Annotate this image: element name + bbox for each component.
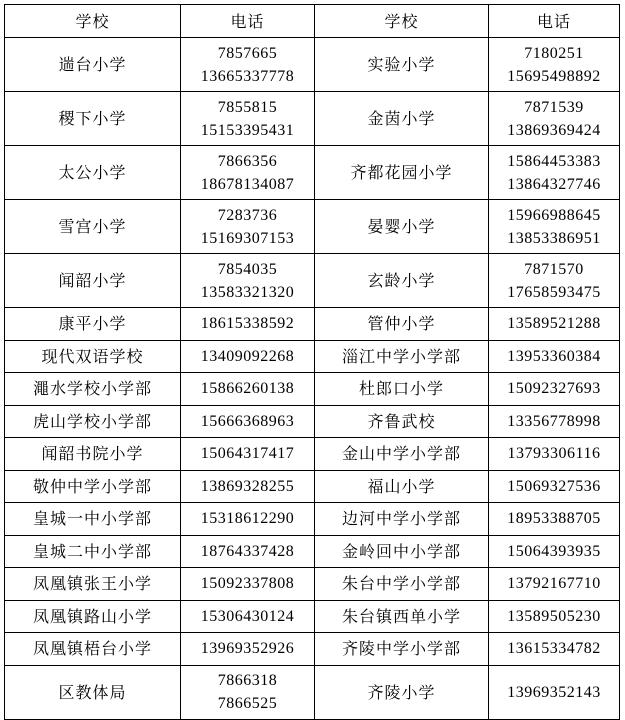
school-name: 淄江中学小学部	[315, 340, 489, 373]
school-name: 金岭回中小学部	[315, 535, 489, 568]
phone-cell	[181, 373, 315, 406]
phone-number: 15169307153	[200, 229, 295, 247]
school-name: 凤凰镇张王小学	[5, 568, 181, 601]
table-row	[5, 38, 620, 92]
school-name: 康平小学	[5, 308, 181, 341]
phone-number: 15666368963	[200, 412, 295, 430]
phone-cell	[489, 503, 620, 536]
phone-cell	[489, 308, 620, 341]
phone-number: 18678134087	[200, 175, 295, 193]
table-row	[5, 600, 620, 633]
table-row	[5, 200, 620, 254]
phone-number: 15866260138	[200, 380, 295, 398]
school-name: 太公小学	[5, 146, 181, 200]
phone-cell	[181, 633, 315, 666]
phone-cell	[489, 254, 620, 308]
phone-number: 7871570	[524, 260, 584, 278]
phone-number: 15069327536	[507, 477, 601, 495]
phone-number: 13969352926	[200, 640, 295, 658]
school-name: 齐陵小学	[315, 665, 489, 719]
school-name: 稷下小学	[5, 92, 181, 146]
phone-cell	[489, 200, 620, 254]
table-row	[5, 146, 620, 200]
school-name: 边河中学小学部	[315, 503, 489, 536]
phone-cell	[181, 535, 315, 568]
school-name: 雪宫小学	[5, 200, 181, 254]
phone-number: 7866525	[217, 695, 278, 712]
phone-number: 15695498892	[507, 67, 601, 85]
phone-cell	[489, 665, 620, 719]
phone-number: 13589521288	[507, 315, 601, 333]
phone-cell	[489, 92, 620, 146]
school-name: 敬仲中学小学部	[5, 470, 181, 503]
phone-cell	[489, 373, 620, 406]
school-name: 皇城二中小学部	[5, 535, 181, 568]
school-name: 齐陵中学小学部	[315, 633, 489, 666]
table-row	[5, 373, 620, 406]
table-row	[5, 92, 620, 146]
phone-number: 13864327746	[507, 175, 601, 193]
header-phone-left: 电话	[181, 5, 315, 38]
table-row	[5, 308, 620, 341]
school-phone-table	[4, 4, 620, 720]
table-row	[5, 568, 620, 601]
phone-number: 13853386951	[507, 229, 601, 247]
phone-cell	[489, 340, 620, 373]
phone-cell	[181, 340, 315, 373]
phone-number: 13615334782	[507, 640, 601, 658]
phone-number: 13356778998	[507, 412, 601, 430]
phone-number: 15092327693	[507, 380, 601, 398]
phone-cell	[181, 600, 315, 633]
school-name: 现代双语学校	[5, 340, 181, 373]
phone-cell	[489, 470, 620, 503]
phone-number: 7855815	[217, 98, 278, 116]
phone-cell	[181, 568, 315, 601]
table-row	[5, 405, 620, 438]
table-row	[5, 633, 620, 666]
school-name: 澠水学校小学部	[5, 373, 181, 406]
header-school-left: 学校	[5, 5, 181, 38]
school-name: 朱台中学小学部	[315, 568, 489, 601]
phone-cell	[489, 146, 620, 200]
phone-number: 15306430124	[200, 607, 295, 625]
school-name: 晏婴小学	[315, 200, 489, 254]
table-row	[5, 340, 620, 373]
phone-number: 7857665	[217, 44, 278, 62]
phone-number: 15864453383	[507, 152, 601, 170]
phone-cell	[181, 92, 315, 146]
phone-cell	[181, 665, 315, 719]
phone-number: 13869369424	[507, 121, 601, 139]
phone-cell	[181, 438, 315, 471]
school-name: 凤凰镇路山小学	[5, 600, 181, 633]
phone-cell	[489, 600, 620, 633]
phone-number: 18764337428	[200, 542, 295, 560]
phone-cell	[181, 470, 315, 503]
table-row	[5, 535, 620, 568]
phone-number: 13792167710	[507, 575, 601, 593]
phone-number: 13969352143	[507, 683, 601, 701]
school-name: 齐鲁武校	[315, 405, 489, 438]
phone-cell	[181, 503, 315, 536]
phone-number: 7283736	[217, 206, 278, 224]
school-name: 管仲小学	[315, 308, 489, 341]
phone-cell	[489, 438, 620, 471]
phone-number: 13953360384	[507, 347, 601, 365]
phone-number: 15966988645	[507, 206, 601, 224]
phone-cell	[181, 200, 315, 254]
phone-cell	[489, 633, 620, 666]
school-name: 凤凰镇梧台小学	[5, 633, 181, 666]
school-name: 杜郎口小学	[315, 373, 489, 406]
phone-cell	[181, 405, 315, 438]
phone-number: 13869328255	[200, 477, 295, 495]
phone-cell	[489, 568, 620, 601]
phone-cell	[489, 535, 620, 568]
phone-cell	[181, 38, 315, 92]
phone-number: 13665337778	[200, 67, 295, 85]
phone-number: 7180251	[524, 44, 584, 62]
school-name: 遄台小学	[5, 38, 181, 92]
school-name: 齐都花园小学	[315, 146, 489, 200]
phone-number: 15064393935	[507, 542, 601, 560]
phone-number: 18615338592	[200, 315, 295, 333]
school-name: 玄龄小学	[315, 254, 489, 308]
phone-cell	[181, 254, 315, 308]
phone-number: 15153395431	[200, 121, 295, 139]
school-name: 皇城一中小学部	[5, 503, 181, 536]
header-school-right: 学校	[315, 5, 489, 38]
phone-number: 15318612290	[200, 510, 295, 528]
phone-number: 17658593475	[507, 283, 601, 301]
phone-number: 7866356	[217, 152, 278, 170]
phone-number: 7866318	[217, 672, 278, 689]
school-name: 实验小学	[315, 38, 489, 92]
phone-number: 13583321320	[200, 283, 295, 301]
school-name: 闻韶小学	[5, 254, 181, 308]
header-phone-right: 电话	[489, 5, 620, 38]
table-row	[5, 438, 620, 471]
phone-number: 18953388705	[507, 510, 601, 528]
phone-cell	[181, 308, 315, 341]
table-row	[5, 503, 620, 536]
phone-cell	[489, 405, 620, 438]
table-row	[5, 470, 620, 503]
table-row	[5, 665, 620, 719]
phone-number: 13409092268	[200, 347, 295, 365]
phone-cell	[181, 146, 315, 200]
phone-cell	[489, 38, 620, 92]
phone-number: 7871539	[524, 98, 584, 116]
table-row	[5, 254, 620, 308]
phone-number: 15092337808	[200, 575, 295, 593]
header-row	[5, 5, 620, 38]
school-name: 虎山学校小学部	[5, 405, 181, 438]
school-name: 朱台镇西单小学	[315, 600, 489, 633]
school-name: 福山小学	[315, 470, 489, 503]
phone-number: 15064317417	[200, 445, 295, 463]
school-name: 区教体局	[5, 665, 181, 719]
phone-number: 13793306116	[507, 445, 601, 463]
school-name: 金山中学小学部	[315, 438, 489, 471]
school-name: 闻韶书院小学	[5, 438, 181, 471]
phone-number: 13589505230	[507, 607, 601, 625]
phone-number: 7854035	[217, 260, 278, 278]
school-name: 金茵小学	[315, 92, 489, 146]
